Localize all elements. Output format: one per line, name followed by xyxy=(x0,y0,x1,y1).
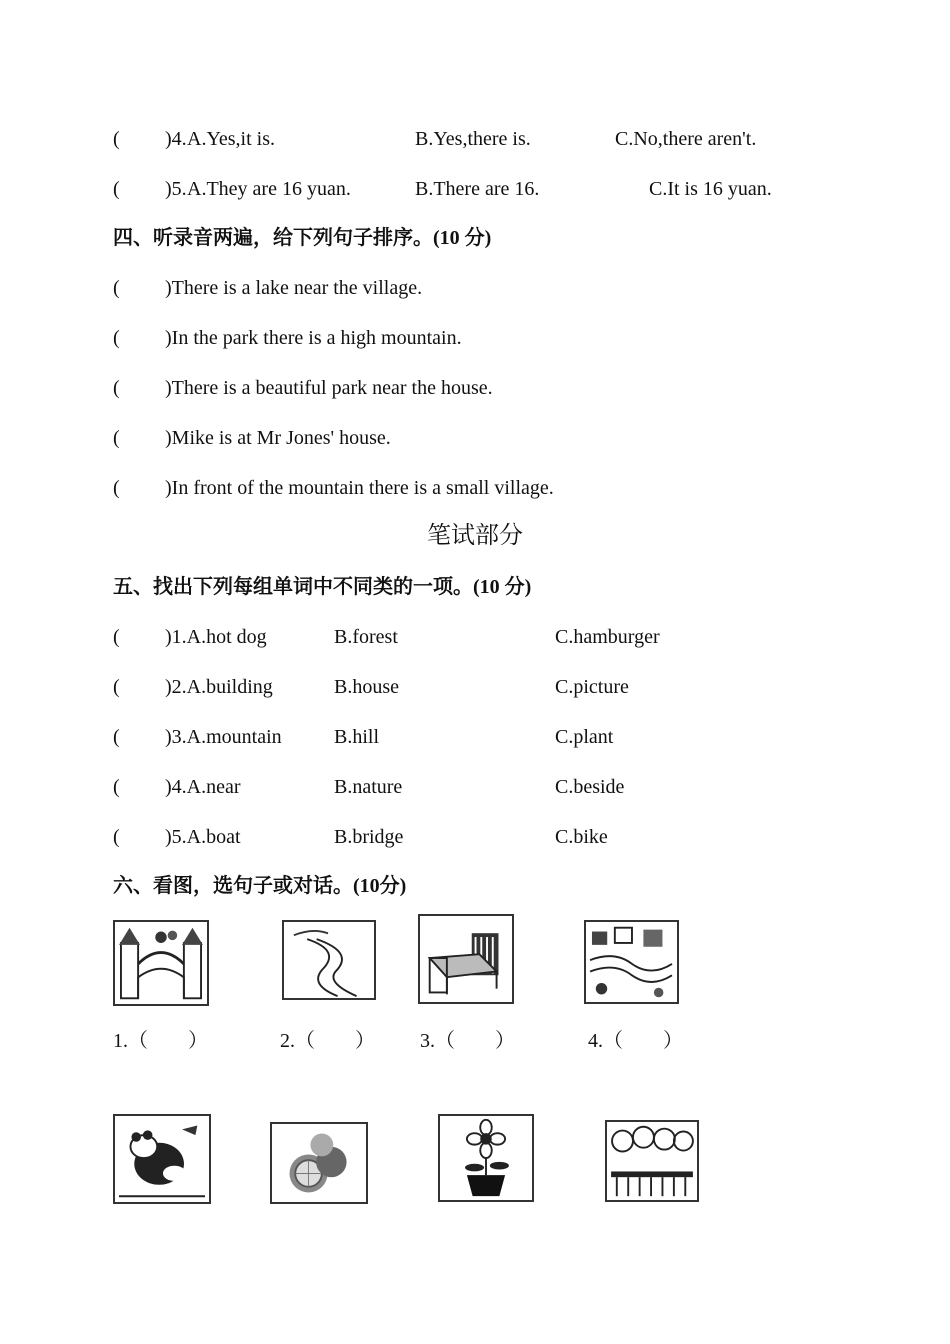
picture-answer-blank[interactable]: 3.（ ） xyxy=(420,1030,515,1052)
section5-item-option-c: C.beside xyxy=(555,776,625,798)
section5-item-option-a: )3.A.mountain xyxy=(165,726,282,748)
listening-item-5-number: )5. xyxy=(165,178,187,200)
section4-item-text: )Mike is at Mr Jones' house. xyxy=(165,427,391,449)
section4-item-paren: ( xyxy=(113,377,120,399)
picture-answer-blank[interactable]: 4.（ ） xyxy=(588,1030,683,1052)
section5-item-option-c: C.hamburger xyxy=(555,626,660,648)
answer-paren: ( xyxy=(113,178,120,200)
listening-item-5 xyxy=(113,177,120,201)
section5-item-option-b: B.hill xyxy=(334,726,380,748)
section5-item-option-c: C.plant xyxy=(555,726,614,748)
section5-title: 五、找出下列每组单词中不同类的一项。(10 分) xyxy=(113,576,532,598)
winding-road-icon xyxy=(282,920,376,1000)
section4-item-text: )There is a beautiful park near the house. xyxy=(165,377,493,399)
picture-answer-blank[interactable]: 2.（ ） xyxy=(280,1030,375,1052)
listening-item-4 xyxy=(113,127,120,151)
listening-item-4-option-c: C.No,there aren't. xyxy=(615,128,757,150)
section5-item-option-a: )4.A.near xyxy=(165,776,241,798)
section5-item-option-a: )2.A.building xyxy=(165,676,273,698)
section5-item-paren: ( xyxy=(113,826,120,848)
section5-item-paren: ( xyxy=(113,726,120,748)
section4-item-text: )In front of the mountain there is a small village. xyxy=(165,477,554,499)
section5-item-option-b: B.forest xyxy=(334,626,398,648)
listening-item-5-option-b: B.There are 16. xyxy=(415,178,540,200)
section4-title: 四、听录音两遍，给下列句子排序。(10 分) xyxy=(113,227,492,249)
section5-item-option-b: B.bridge xyxy=(334,826,404,848)
written-part-title: 笔试部分 xyxy=(427,523,523,549)
section5-item-option-c: C.bike xyxy=(555,826,608,848)
section5-item-option-a: )5.A.boat xyxy=(165,826,241,848)
section4-item-paren: ( xyxy=(113,427,120,449)
bed-icon xyxy=(418,914,514,1004)
section4-item-paren: ( xyxy=(113,277,120,299)
section5-item-option-a: )1.A.hot dog xyxy=(165,626,267,648)
section4-item-text: )In the park there is a high mountain. xyxy=(165,327,462,349)
listening-item-4-option-b: B.Yes,there is. xyxy=(415,128,531,150)
flower-pot-icon xyxy=(438,1114,534,1202)
section4-item-text: )There is a lake near the village. xyxy=(165,277,423,299)
listening-item-4-option-a: A.Yes,it is. xyxy=(187,128,275,150)
section5-item-option-b: B.house xyxy=(334,676,399,698)
section5-item-option-b: B.nature xyxy=(334,776,403,798)
section5-item-paren: ( xyxy=(113,776,120,798)
section5-item-paren: ( xyxy=(113,676,120,698)
section6-title: 六、看图，选句子或对话。(10分) xyxy=(113,875,407,897)
panda-icon xyxy=(113,1114,211,1204)
listening-item-5-option-a: A.They are 16 yuan. xyxy=(187,178,351,200)
park-trees-icon xyxy=(605,1120,699,1202)
picture-answer-blank[interactable]: 1.（ ） xyxy=(113,1030,208,1052)
oranges-icon xyxy=(270,1122,368,1204)
section4-item-paren: ( xyxy=(113,327,120,349)
section4-item-paren: ( xyxy=(113,477,120,499)
section5-item-option-c: C.picture xyxy=(555,676,629,698)
listening-item-5-option-c: C.It is 16 yuan. xyxy=(649,178,772,200)
village-map-icon xyxy=(584,920,679,1004)
listening-item-4-number: )4. xyxy=(165,128,187,150)
castle-gate-icon xyxy=(113,920,209,1006)
section5-item-paren: ( xyxy=(113,626,120,648)
answer-paren: ( xyxy=(113,128,120,150)
